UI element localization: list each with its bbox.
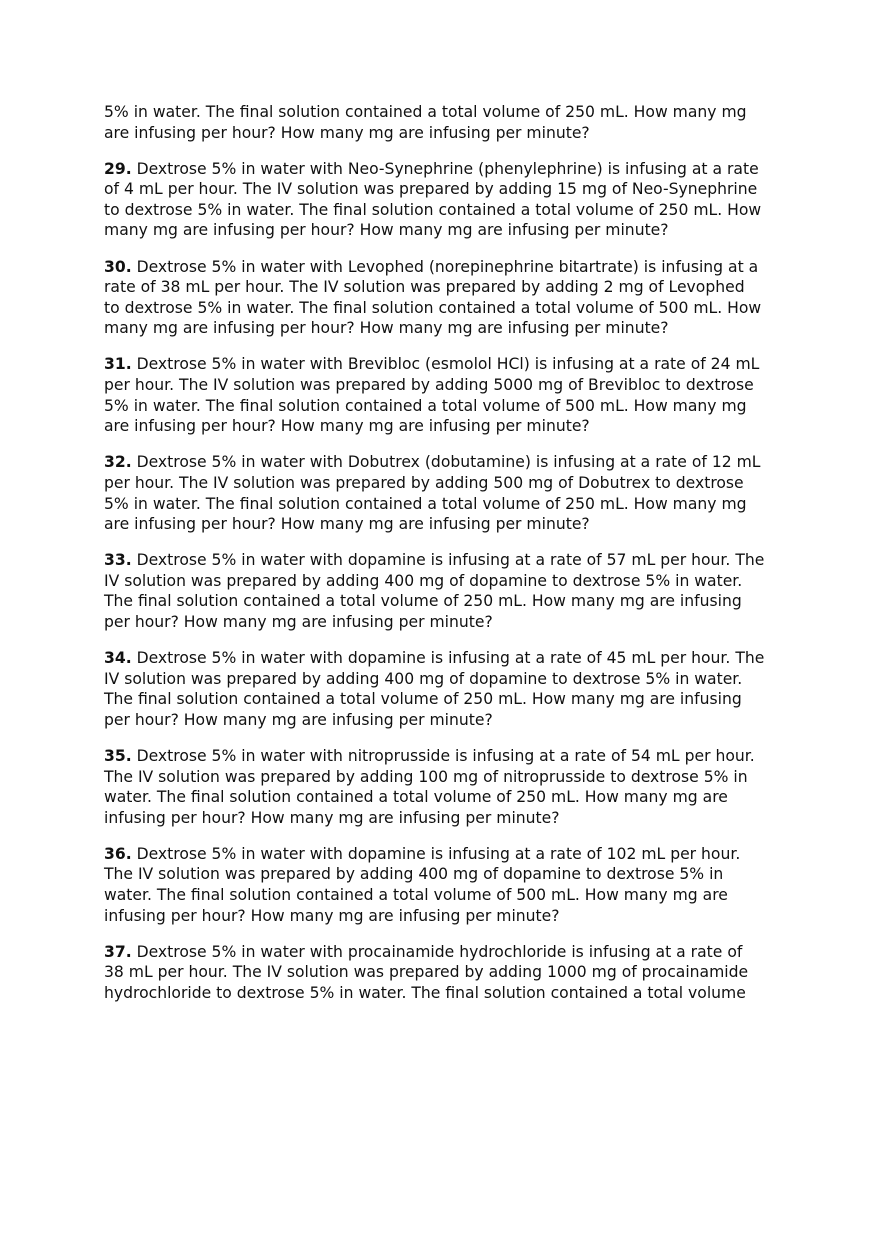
problem-number: 37. xyxy=(104,942,132,961)
problem-number: 30. xyxy=(104,257,132,276)
problem-number: 29. xyxy=(104,159,132,178)
line-text: The final solution contained a total volume of 250 mL. How many mg are infusing xyxy=(104,592,742,611)
text-line xyxy=(104,942,784,963)
line-text: The IV solution was prepared by adding 100 mg of nitroprusside to dextrose 5% in xyxy=(104,767,748,786)
line-text: infusing per hour? How many mg are infusing per minute? xyxy=(104,808,560,827)
line-text: Dextrose 5% in water with dopamine is infusing at a rate of 57 mL per hour. The xyxy=(131,551,765,570)
text-line xyxy=(104,318,784,339)
line-text: Dextrose 5% in water with nitroprusside is infusing at a rate of 54 mL per hour. xyxy=(131,746,755,765)
text-line xyxy=(104,689,784,710)
text-line xyxy=(104,571,784,592)
text-line xyxy=(104,298,784,319)
line-text: Dextrose 5% in water with Dobutrex (dobutamine) is infusing at a rate of 12 mL xyxy=(131,453,761,472)
text-line xyxy=(104,864,784,885)
line-text: per hour? How many mg are infusing per minute? xyxy=(104,710,493,729)
line-text: water. The final solution contained a total volume of 500 mL. How many mg are xyxy=(104,886,728,904)
text-line xyxy=(104,746,784,767)
text-line xyxy=(104,710,784,731)
text-line xyxy=(104,844,784,865)
line-text: hydrochloride to dextrose 5% in water. The final solution contained a total volume xyxy=(104,983,746,1002)
problem-continuation xyxy=(104,102,784,143)
text-line xyxy=(104,767,784,788)
line-text: Dextrose 5% in water with dopamine is infusing at a rate of 45 mL per hour. The xyxy=(131,649,765,668)
text-line xyxy=(104,591,784,612)
text-line xyxy=(104,514,784,535)
text-line xyxy=(104,179,784,200)
text-line xyxy=(104,375,784,396)
line-text: are infusing per hour? How many mg are infusing per minute? xyxy=(104,417,590,436)
text-line xyxy=(104,787,784,808)
line-text: Dextrose 5% in water with Brevibloc (esmolol HCl) is infusing at a rate of 24 mL xyxy=(131,355,760,374)
text-line xyxy=(104,648,784,669)
line-text: Dextrose 5% in water with Levophed (norepinephrine bitartrate) is infusing at a xyxy=(131,257,759,276)
line-text: The final solution contained a total volume of 250 mL. How many mg are infusing xyxy=(104,690,742,709)
text-line xyxy=(104,396,784,417)
line-text: to dextrose 5% in water. The final solution contained a total volume of 500 mL. How xyxy=(104,298,762,317)
text-line xyxy=(104,277,784,298)
problem-32 xyxy=(104,452,784,534)
problem-number: 32. xyxy=(104,453,132,472)
text-line xyxy=(104,220,784,241)
line-text: IV solution was prepared by adding 400 mg of dopamine to dextrose 5% in water. xyxy=(104,571,743,590)
line-text: per hour. The IV solution was prepared by adding 500 mg of Dobutrex to dextrose xyxy=(104,473,744,492)
line-text: 38 mL per hour. The IV solution was prepared by adding 1000 mg of procainamide xyxy=(104,963,749,982)
text-line xyxy=(104,452,784,473)
problem-36 xyxy=(104,844,784,926)
text-line xyxy=(104,550,784,571)
text-line xyxy=(104,123,784,144)
line-text: 5% in water. The final solution contained a total volume of 500 mL. How many mg xyxy=(104,396,747,415)
problem-number: 31. xyxy=(104,355,132,374)
problem-33 xyxy=(104,550,784,632)
line-text: water. The final solution contained a total volume of 250 mL. How many mg are xyxy=(104,788,728,807)
line-text: 5% in water. The final solution contained a total volume of 250 mL. How many mg xyxy=(104,494,747,513)
text-line xyxy=(104,354,784,375)
line-text: Dextrose 5% in water with Neo-Synephrine (phenylephrine) is infusing at a rate xyxy=(131,159,759,178)
problem-37 xyxy=(104,942,784,1004)
problem-34 xyxy=(104,648,784,730)
text-line xyxy=(104,983,784,1004)
text-line xyxy=(104,494,784,515)
problem-number: 36. xyxy=(104,844,132,863)
line-text: of 4 mL per hour. The IV solution was prepared by adding 15 mg of Neo-Synephrine xyxy=(104,180,758,199)
problem-number: 33. xyxy=(104,551,132,570)
problem-35 xyxy=(104,746,784,828)
line-text: per hour? How many mg are infusing per minute? xyxy=(104,612,493,631)
text-line xyxy=(104,612,784,633)
text-line xyxy=(104,159,784,180)
line-text: rate of 38 mL per hour. The IV solution was prepared by adding 2 mg of Levophed xyxy=(104,278,745,297)
line-text: 5% in water. The final solution contained a total volume of 250 mL. How many mg xyxy=(104,103,747,121)
text-line xyxy=(104,669,784,690)
line-text: many mg are infusing per hour? How many mg are infusing per minute? xyxy=(104,221,669,240)
text-line xyxy=(104,885,784,906)
line-text: Dextrose 5% in water with procainamide hydrochloride is infusing at a rate of xyxy=(131,942,743,961)
problem-list xyxy=(104,102,784,1019)
line-text: per hour. The IV solution was prepared by adding 5000 mg of Brevibloc to dextrose xyxy=(104,376,754,395)
line-text: The IV solution was prepared by adding 400 mg of dopamine to dextrose 5% in xyxy=(104,865,724,884)
problem-number: 35. xyxy=(104,746,132,765)
text-line xyxy=(104,416,784,437)
text-line xyxy=(104,257,784,278)
text-line xyxy=(104,473,784,494)
text-line xyxy=(104,962,784,983)
text-line xyxy=(104,906,784,927)
problem-30 xyxy=(104,257,784,339)
problem-number: 34. xyxy=(104,649,132,668)
line-text: IV solution was prepared by adding 400 mg of dopamine to dextrose 5% in water. xyxy=(104,669,743,688)
line-text: are infusing per hour? How many mg are infusing per minute? xyxy=(104,515,590,534)
problem-31 xyxy=(104,354,784,436)
line-text: infusing per hour? How many mg are infusing per minute? xyxy=(104,906,560,925)
line-text: Dextrose 5% in water with dopamine is infusing at a rate of 102 mL per hour. xyxy=(131,844,741,863)
text-line xyxy=(104,808,784,829)
problem-29 xyxy=(104,159,784,241)
line-text: are infusing per hour? How many mg are infusing per minute? xyxy=(104,123,590,142)
line-text: many mg are infusing per hour? How many mg are infusing per minute? xyxy=(104,319,669,338)
text-line xyxy=(104,102,784,123)
text-line xyxy=(104,200,784,221)
line-text: to dextrose 5% in water. The final solution contained a total volume of 250 mL. How xyxy=(104,200,762,219)
